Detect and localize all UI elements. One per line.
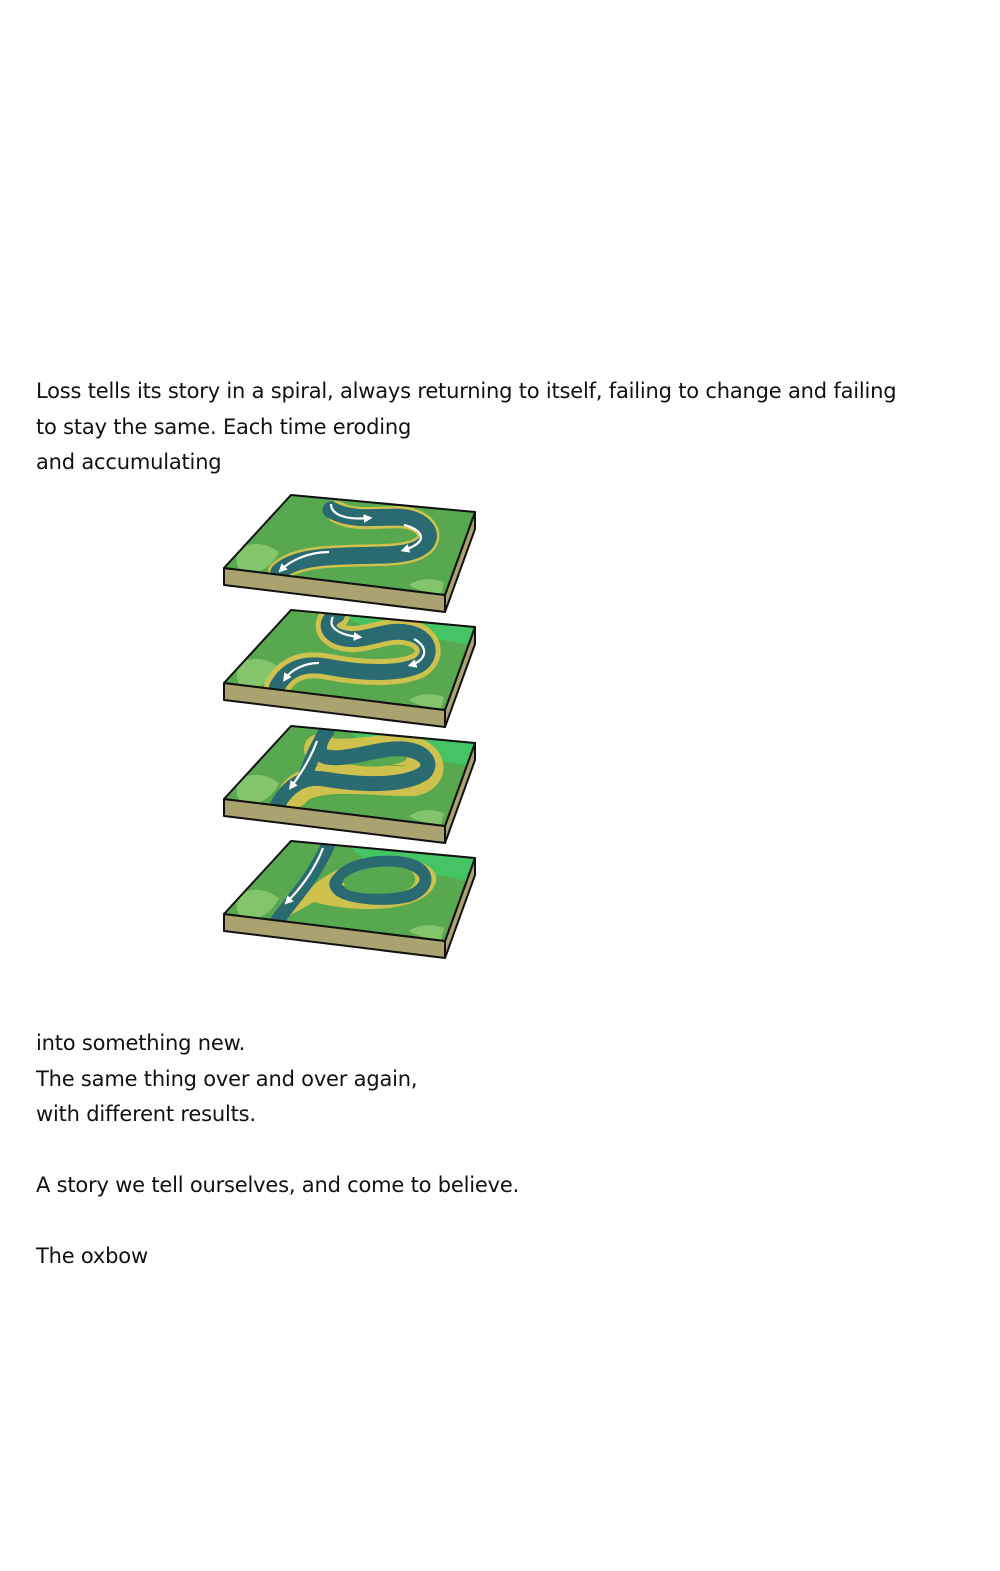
poem-line: with different results. [36,1102,256,1126]
river-stage-2 [224,610,475,727]
poem-title: The oxbow [36,1244,148,1268]
stanza-break [36,1204,519,1240]
poem-outro [36,1026,519,1275]
river-stage-3 [224,726,475,843]
poem-closing-line: A story we tell ourselves, and come to believe. [36,1173,520,1197]
river-stage-4 [224,841,475,958]
river-stage-1 [224,495,475,612]
poem-line: and accumulating [36,450,222,474]
stanza-break [36,1133,519,1169]
poem-line: Loss tells its story in a spiral, always returning to itself, failing to change and failing [36,379,897,403]
oxbow-formation-illustration [219,490,481,960]
poem-line: into something new. [36,1031,246,1055]
poem-intro [36,374,896,481]
poem-line: to stay the same. Each time eroding [36,414,412,439]
poem-line: The same thing over and over again, [36,1066,418,1091]
